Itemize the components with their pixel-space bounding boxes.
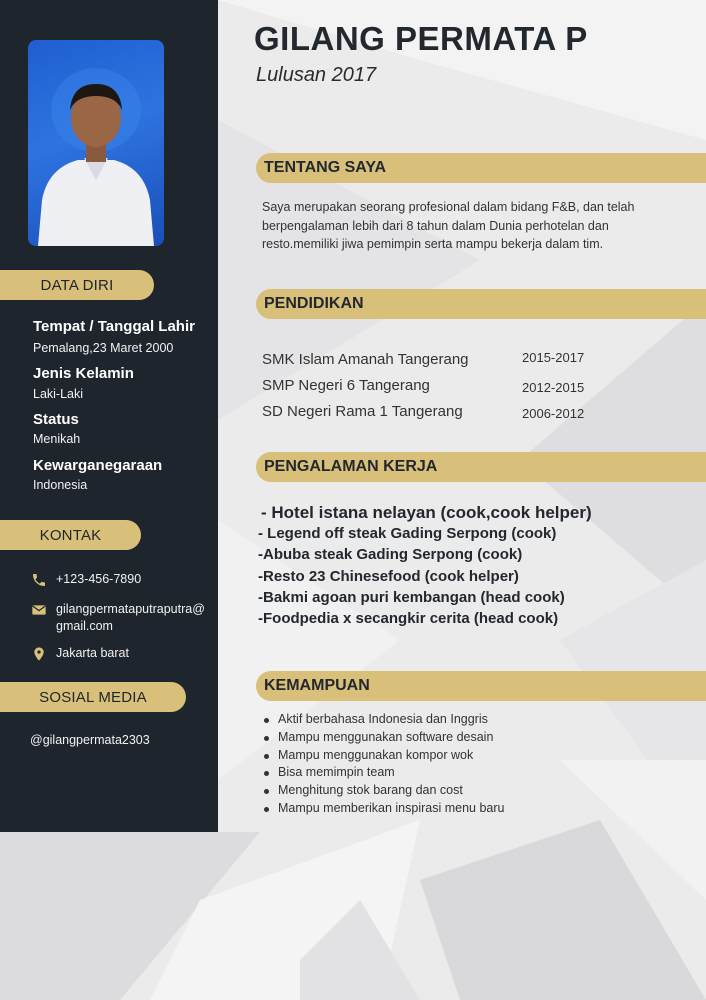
pengalaman-kerja-heading: PENGALAMAN KERJA <box>256 452 706 482</box>
email-row[interactable] <box>30 601 206 635</box>
phone-row[interactable] <box>30 572 141 588</box>
education-school: SMK Islam Amanah Tangerang <box>262 351 469 368</box>
kontak-heading: KONTAK <box>0 520 141 550</box>
person-portrait-image <box>28 40 164 246</box>
mail-icon <box>30 602 48 618</box>
location-pin-icon <box>30 646 48 662</box>
education-years: 2015-2017 <box>522 350 585 365</box>
birth-value: Pemalang,23 Maret 2000 <box>33 341 174 355</box>
status-label: Status <box>33 411 79 428</box>
experience-item: -Bakmi agoan puri kembangan (head cook) <box>258 589 565 606</box>
skill-item: Mampu memberikan inspirasi menu baru <box>262 800 504 818</box>
gender-label: Jenis Kelamin <box>33 365 134 382</box>
skill-item: Menghitung stok barang dan cost <box>262 782 504 800</box>
education-school: SMP Negeri 6 Tangerang <box>262 377 430 394</box>
phone-icon <box>30 572 48 588</box>
social-handle[interactable]: @gilangpermata2303 <box>30 733 150 747</box>
skill-item: Bisa memimpin team <box>262 764 504 782</box>
experience-item: - Legend off steak Gading Serpong (cook) <box>258 525 557 542</box>
experience-item: -Resto 23 Chinesefood (cook helper) <box>258 568 519 585</box>
graduation-subtitle: Lulusan 2017 <box>256 64 377 86</box>
skill-item: Mampu menggunakan software desain <box>262 729 504 747</box>
tentang-saya-heading: TENTANG SAYA <box>256 153 706 183</box>
email-value: gilangpermataputraputra@gmail.com <box>56 602 205 633</box>
phone-value: +123-456-7890 <box>56 572 142 586</box>
location-value: Jakarta barat <box>56 646 129 660</box>
pendidikan-heading: PENDIDIKAN <box>256 289 706 319</box>
education-school: SD Negeri Rama 1 Tangerang <box>262 403 463 420</box>
skill-item: Aktif berbahasa Indonesia dan Inggris <box>262 711 504 729</box>
education-years: 2006-2012 <box>522 406 585 421</box>
nationality-label: Kewarganegaraan <box>33 457 163 474</box>
about-text: Saya merupakan seorang profesional dalam bidang F&B, dan telah berpengalaman lebih dari 8 tahun dalam Dunia perhotelan dan resto.memiliki jiwa pemimpin serta mampu bekerja dalam tim. <box>262 200 635 251</box>
sidebar <box>0 0 218 832</box>
skills-list <box>262 711 504 818</box>
kemampuan-heading: KEMAMPUAN <box>256 671 706 701</box>
status-value: Menikah <box>33 432 81 446</box>
candidate-name: GILANG PERMATA P <box>254 20 588 57</box>
experience-item: -Foodpedia x secangkir cerita (head cook) <box>258 610 559 627</box>
experience-item: - Hotel istana nelayan (cook,cook helper) <box>261 503 592 522</box>
birth-label: Tempat / Tanggal Lahir <box>33 318 195 335</box>
data-diri-heading: DATA DIRI <box>0 270 154 300</box>
sosial-media-heading: SOSIAL MEDIA <box>0 682 186 712</box>
education-years: 2012-2015 <box>522 380 585 395</box>
skill-item: Mampu menggunakan kompor wok <box>262 747 504 765</box>
location-row <box>30 646 129 662</box>
experience-item: -Abuba steak Gading Serpong (cook) <box>258 546 523 563</box>
nationality-value: Indonesia <box>33 478 88 492</box>
profile-photo <box>28 40 164 246</box>
gender-value: Laki-Laki <box>33 387 84 401</box>
